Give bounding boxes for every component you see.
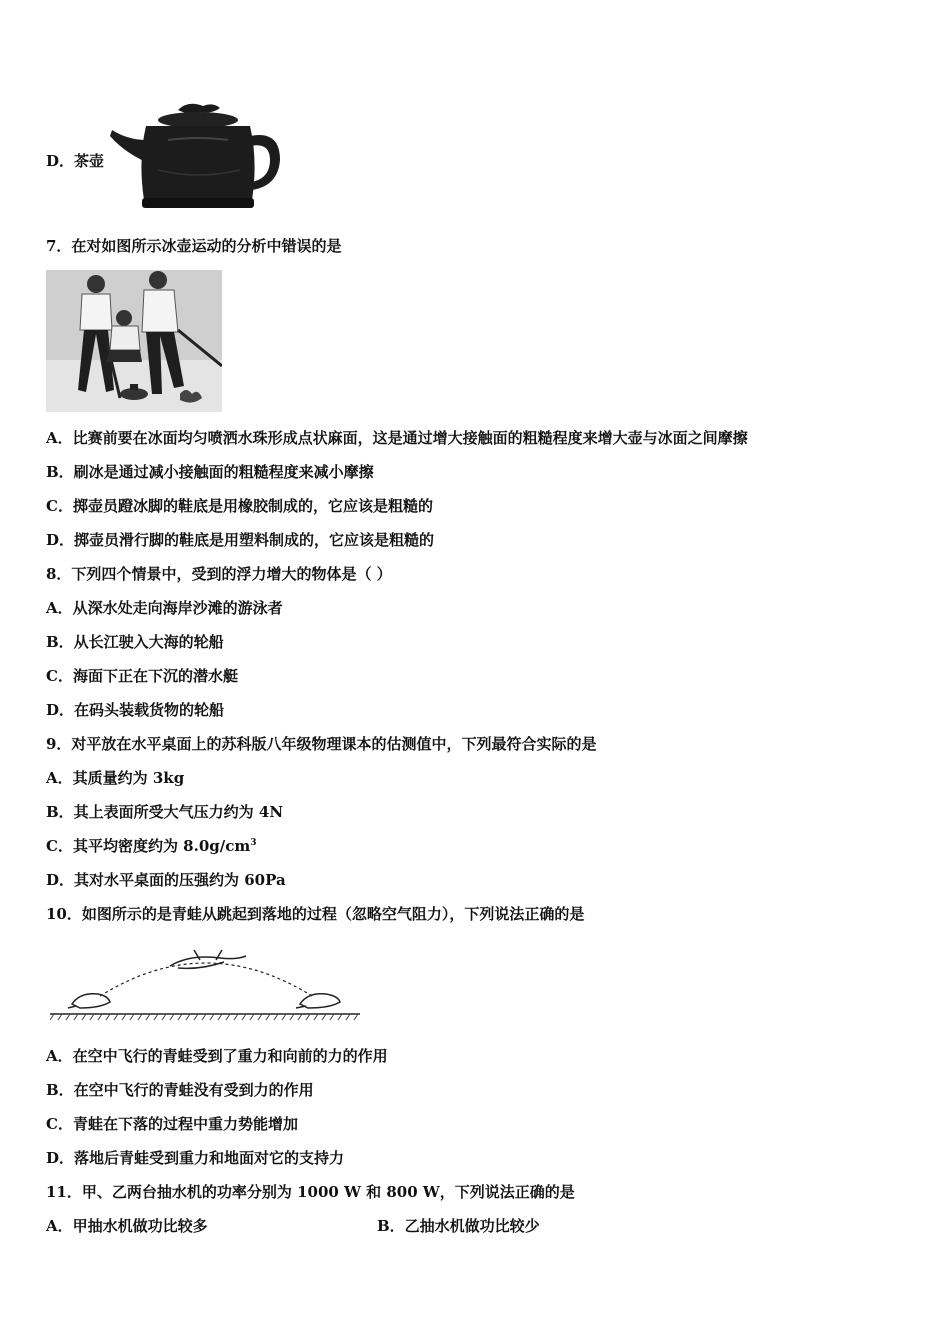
frog-jump-diagram: [50, 940, 362, 1024]
q9-stem: 9．对平放在水平桌面上的苏科版八年级物理课本的估测值中，下列最符合实际的是: [46, 735, 597, 753]
q10-option-d: D．落地后青蛙受到重力和地面对它的支持力: [46, 1149, 345, 1167]
q10-option-a: A．在空中飞行的青蛙受到了重力和向前的力的作用: [46, 1047, 388, 1065]
q11-option-b: B．乙抽水机做功比较少: [377, 1217, 540, 1235]
q10-option-b: B．在空中飞行的青蛙没有受到力的作用: [46, 1081, 314, 1099]
teapot-image: [108, 100, 284, 215]
q11-stem: 11．甲、乙两台抽水机的功率分别为 1000 W 和 800 W，下列说法正确的是: [46, 1183, 575, 1201]
q7-option-d: D．掷壶员滑行脚的鞋底是用塑料制成的，它应该是粗糙的: [46, 531, 435, 549]
q8-stem: 8．下列四个情景中，受到的浮力增大的物体是（ ）: [46, 565, 392, 583]
q9-option-c-superscript: 3: [250, 838, 257, 848]
q7-stem: 7．在对如图所示冰壶运动的分析中错误的是: [46, 237, 342, 255]
q9-option-d: D．其对水平桌面的压强约为 60Pa: [46, 871, 286, 889]
q8-option-b: B．从长江驶入大海的轮船: [46, 633, 224, 651]
q8-option-c: C．海面下正在下沉的潜水艇: [46, 667, 238, 685]
q9-option-a: A．其质量约为 3kg: [46, 769, 185, 787]
q9-option-b: B．其上表面所受大气压力约为 4N: [46, 803, 284, 821]
q10-stem: 10．如图所示的是青蛙从跳起到落地的过程（忽略空气阻力），下列说法正确的是: [46, 905, 585, 923]
q8-option-a: A．从深水处走向海岸沙滩的游泳者: [46, 599, 283, 617]
q7-option-c: C．掷壶员蹬冰脚的鞋底是用橡胶制成的，它应该是粗糙的: [46, 497, 433, 515]
q7-option-b: B．刷冰是通过减小接触面的粗糙程度来减小摩擦: [46, 463, 374, 481]
q10-option-c: C．青蛙在下落的过程中重力势能增加: [46, 1115, 298, 1133]
q8-option-d: D．在码头装载货物的轮船: [46, 701, 225, 719]
q9-option-c-text: C．其平均密度约为 8.0g/cm: [46, 837, 251, 855]
curling-photo: [46, 270, 222, 412]
q7-option-a: A．比赛前要在冰面均匀喷洒水珠形成点状麻面，这是通过增大接触面的粗糙程度来增大壶与冰面之间摩擦: [46, 429, 748, 447]
q6-option-d: D．茶壶: [46, 152, 105, 170]
q11-option-a: A．甲抽水机做功比较多: [46, 1217, 208, 1235]
q9-option-c: [46, 836, 257, 856]
